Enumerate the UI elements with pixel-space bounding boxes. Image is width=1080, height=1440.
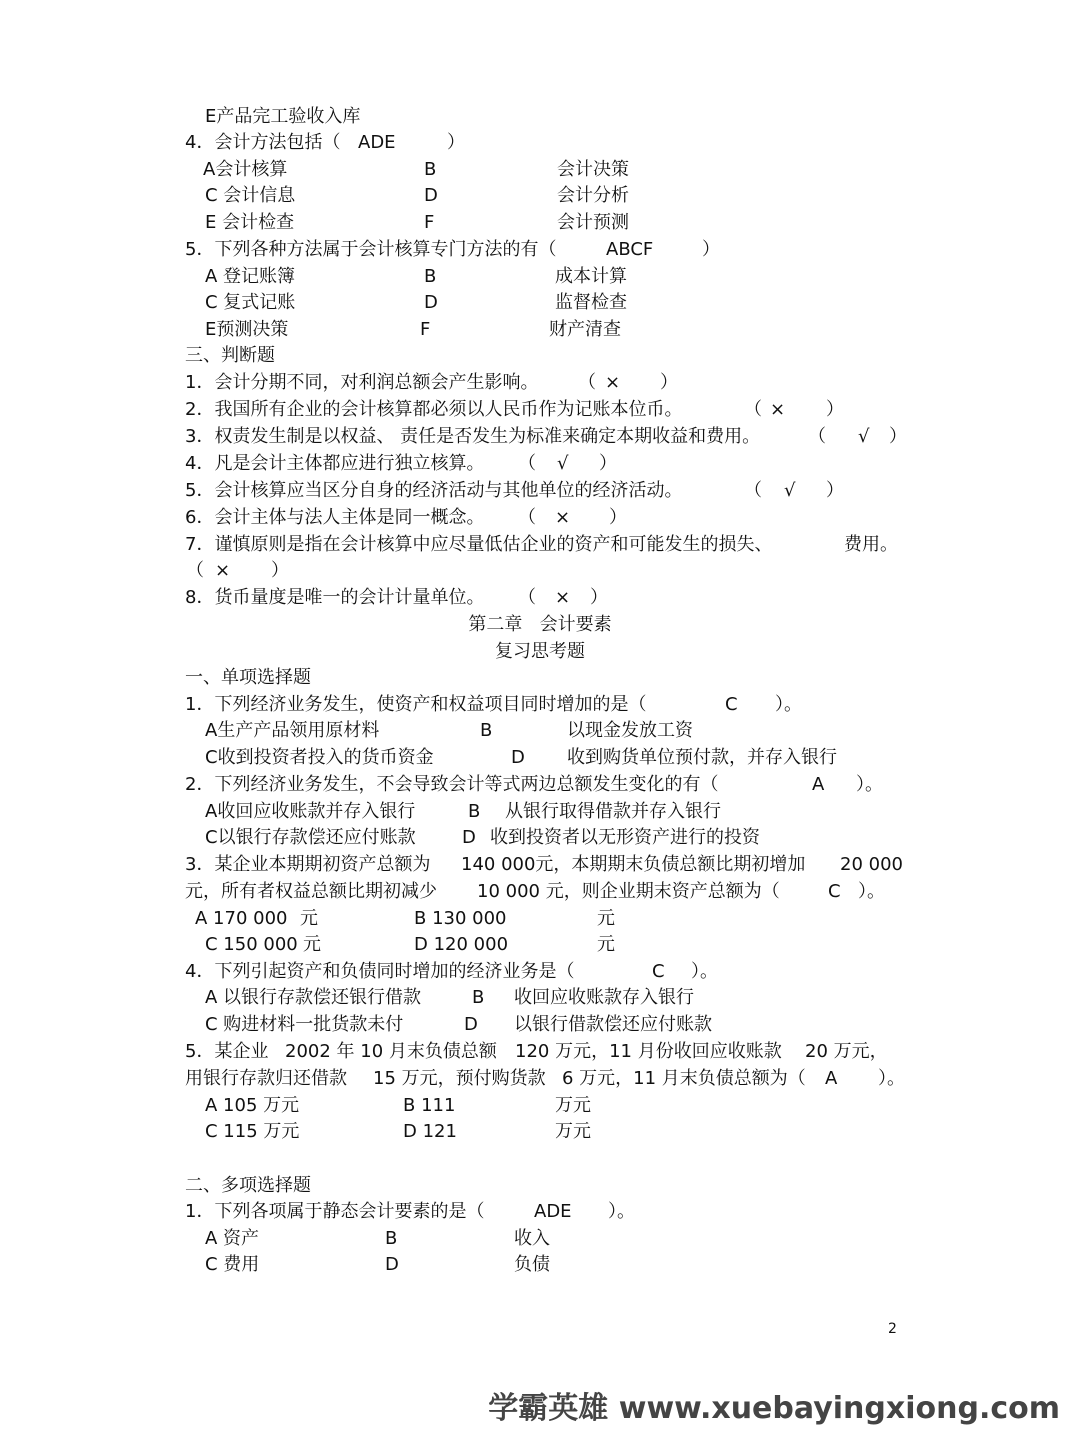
section-heading: 一、单项选择题 — [185, 667, 311, 688]
option-label: A 以银行存款偿还银行借款 — [205, 987, 422, 1008]
option-label: C 复式记账 — [205, 292, 296, 313]
option-label: A 登记账簿 — [205, 266, 296, 287]
question-stem: 用银行存款归还借款 — [185, 1068, 347, 1089]
paren-open: （ — [518, 507, 536, 528]
option-label: C 150 000 — [205, 934, 298, 955]
option-unit: 元 — [597, 934, 615, 955]
question-stem: 2002 年 10 月末负债总额 — [285, 1041, 497, 1062]
judge-stem: 6．会计主体与法人主体是同一概念。 — [185, 507, 485, 528]
option-letter: B — [424, 159, 437, 180]
option-label: 会计预测 — [557, 212, 629, 233]
judge-stem: 3．权责发生制是以权益、 责任是否发生为标准来确定本期收益和费用。 — [185, 426, 761, 447]
option-label: 财产清查 — [549, 319, 621, 340]
option-letter: F — [420, 319, 431, 340]
option-label: A 170 000 — [195, 908, 288, 929]
paren-close: ） — [271, 560, 289, 581]
option-unit: 元 — [597, 908, 615, 929]
question-stem: 4．下列引起资产和负债同时增加的经济业务是（ — [185, 961, 575, 982]
option-label: E预测决策 — [205, 319, 289, 340]
option-e-line: E产品完工验收入库 — [205, 106, 361, 127]
judge-stem: 4．凡是会计主体都应进行独立核算。 — [185, 453, 485, 474]
paren-close: ） — [590, 587, 608, 608]
judge-mark: × — [770, 399, 786, 420]
paren-open: （ — [518, 453, 536, 474]
chapter-subtitle: 复习思考题 — [495, 641, 585, 662]
question-stem: 2．下列经济业务发生，不会导致会计等式两边总额发生变化的有（ — [185, 774, 719, 795]
paren-close: ） — [826, 480, 844, 501]
option-label: D 121 — [403, 1121, 457, 1142]
answer-text: ADE — [534, 1201, 572, 1222]
option-letter: B — [480, 720, 493, 741]
judge-mark: × — [555, 587, 571, 608]
question-stem: 20 万元， — [805, 1041, 888, 1062]
question-stem: 4．会计方法包括（ — [185, 132, 341, 153]
judge-stem-tail: 费用。 — [844, 534, 898, 555]
option-label: E 会计检查 — [205, 212, 295, 233]
option-label: C 115 万元 — [205, 1121, 300, 1142]
page-number: 2 — [888, 1321, 897, 1337]
option-label: D 120 000 — [414, 934, 509, 955]
judge-mark: √ — [557, 453, 569, 474]
question-stem: 6 万元，11 月末负债总额为（ — [562, 1068, 806, 1089]
option-label: A收回应收账款并存入银行 — [205, 801, 416, 822]
judge-stem: 2．我国所有企业的会计核算都必须以人民币作为记账本位币。 — [185, 399, 683, 420]
option-label: 收到购货单位预付款，并存入银行 — [567, 747, 837, 768]
option-letter: F — [424, 212, 435, 233]
judge-mark: × — [215, 560, 231, 581]
paren-close: ）。 — [775, 694, 802, 715]
option-label: 会计决策 — [557, 159, 629, 180]
question-stem: 120 万元，11 月份收回应收账款 — [515, 1041, 782, 1062]
judge-stem: 1．会计分期不同，对利润总额会产生影响。 — [185, 372, 539, 393]
option-label: 成本计算 — [555, 266, 627, 287]
answer-text: ADE — [358, 132, 396, 153]
option-label: B 130 000 — [414, 908, 507, 929]
option-label: A 105 万元 — [205, 1095, 300, 1116]
watermark: 学霸英雄 www.xuebayingxiong.com — [488, 1391, 1060, 1426]
paren-close: ） — [447, 132, 465, 153]
answer-text: A — [825, 1068, 838, 1089]
answer-text: C — [652, 961, 665, 982]
judge-stem: 8．货币量度是唯一的会计计量单位。 — [185, 587, 485, 608]
paren-close: ）。 — [858, 881, 885, 902]
option-label: C收到投资者投入的货币资金 — [205, 747, 434, 768]
judge-stem: 5．会计核算应当区分自身的经济活动与其他单位的经济活动。 — [185, 480, 683, 501]
option-unit: 元 — [303, 934, 321, 955]
option-letter: B — [385, 1228, 398, 1249]
question-stem: 15 万元，预付购货款 — [373, 1068, 546, 1089]
paren-close: ）。 — [878, 1068, 905, 1089]
question-stem: 1．下列经济业务发生，使资产和权益项目同时增加的是（ — [185, 694, 647, 715]
option-label: 收入 — [514, 1228, 550, 1249]
option-letter: D — [511, 747, 525, 768]
paren-open: （ — [808, 426, 826, 447]
paren-close: ）。 — [691, 961, 718, 982]
option-unit: 万元 — [555, 1095, 591, 1116]
option-label: 会计分析 — [557, 185, 629, 206]
option-label: A 资产 — [205, 1228, 260, 1249]
paren-open: （ — [518, 587, 536, 608]
question-stem: 10 000 元，则企业期末资产总额为（ — [477, 881, 780, 902]
option-label: 以银行借款偿还应付账款 — [514, 1014, 712, 1035]
option-letter: D — [464, 1014, 478, 1035]
option-label: A生产产品领用原材料 — [205, 720, 380, 741]
option-label: B 111 — [403, 1095, 456, 1116]
chapter-title: 第二章 会计要素 — [468, 614, 612, 635]
section-heading: 二、多项选择题 — [185, 1175, 311, 1196]
option-label: 负债 — [514, 1254, 550, 1275]
option-label: C 费用 — [205, 1254, 260, 1275]
option-label: C 会计信息 — [205, 185, 296, 206]
judge-mark: × — [555, 507, 571, 528]
paren-close: ） — [599, 453, 617, 474]
option-unit: 万元 — [555, 1121, 591, 1142]
option-label: 以现金发放工资 — [567, 720, 693, 741]
judge-mark: × — [605, 372, 621, 393]
option-label: A会计核算 — [203, 159, 288, 180]
question-stem: 140 000元，本期期末负债总额比期初增加 — [461, 854, 806, 875]
judge-mark: √ — [784, 480, 796, 501]
paren-close: ） — [609, 507, 627, 528]
paren-open: （ — [578, 372, 596, 393]
paren-close: ） — [702, 239, 720, 260]
option-letter: D — [462, 827, 476, 848]
option-letter: B — [424, 266, 437, 287]
option-label: 收到投资者以无形资产进行的投资 — [490, 827, 760, 848]
option-label: 从银行取得借款并存入银行 — [505, 801, 721, 822]
option-letter: B — [472, 987, 485, 1008]
question-stem: 5．下列各种方法属于会计核算专门方法的有（ — [185, 239, 557, 260]
question-stem: 5．某企业 — [185, 1041, 269, 1062]
paren-open: （ — [744, 480, 762, 501]
paren-close: ）。 — [856, 774, 883, 795]
judge-mark: √ — [858, 426, 870, 447]
paren-close: ） — [660, 372, 678, 393]
section-heading: 三、判断题 — [185, 345, 275, 366]
option-letter: D — [385, 1254, 399, 1275]
paren-close: ）。 — [608, 1201, 635, 1222]
option-label: 监督检查 — [555, 292, 627, 313]
paren-open: （ — [186, 560, 204, 581]
option-letter: D — [424, 292, 438, 313]
question-stem: 20 000 — [840, 854, 903, 875]
answer-text: C — [725, 694, 738, 715]
paren-close: ） — [889, 426, 907, 447]
option-label: 收回应收账款存入银行 — [514, 987, 694, 1008]
option-letter: B — [468, 801, 481, 822]
judge-stem: 7．谨慎原则是指在会计核算中应尽量低估企业的资产和可能发生的损失、 — [185, 534, 773, 555]
question-stem: 1．下列各项属于静态会计要素的是（ — [185, 1201, 485, 1222]
paren-close: ） — [826, 399, 844, 420]
answer-text: C — [828, 881, 841, 902]
option-unit: 元 — [300, 908, 318, 929]
answer-text: A — [812, 774, 825, 795]
answer-text: ABCF — [606, 239, 654, 260]
question-stem: 3．某企业本期期初资产总额为 — [185, 854, 431, 875]
option-label: C以银行存款偿还应付账款 — [205, 827, 416, 848]
option-label: C 购进材料一批货款未付 — [205, 1014, 404, 1035]
option-letter: D — [424, 185, 438, 206]
question-stem: 元，所有者权益总额比期初减少 — [185, 881, 437, 902]
paren-open: （ — [744, 399, 762, 420]
